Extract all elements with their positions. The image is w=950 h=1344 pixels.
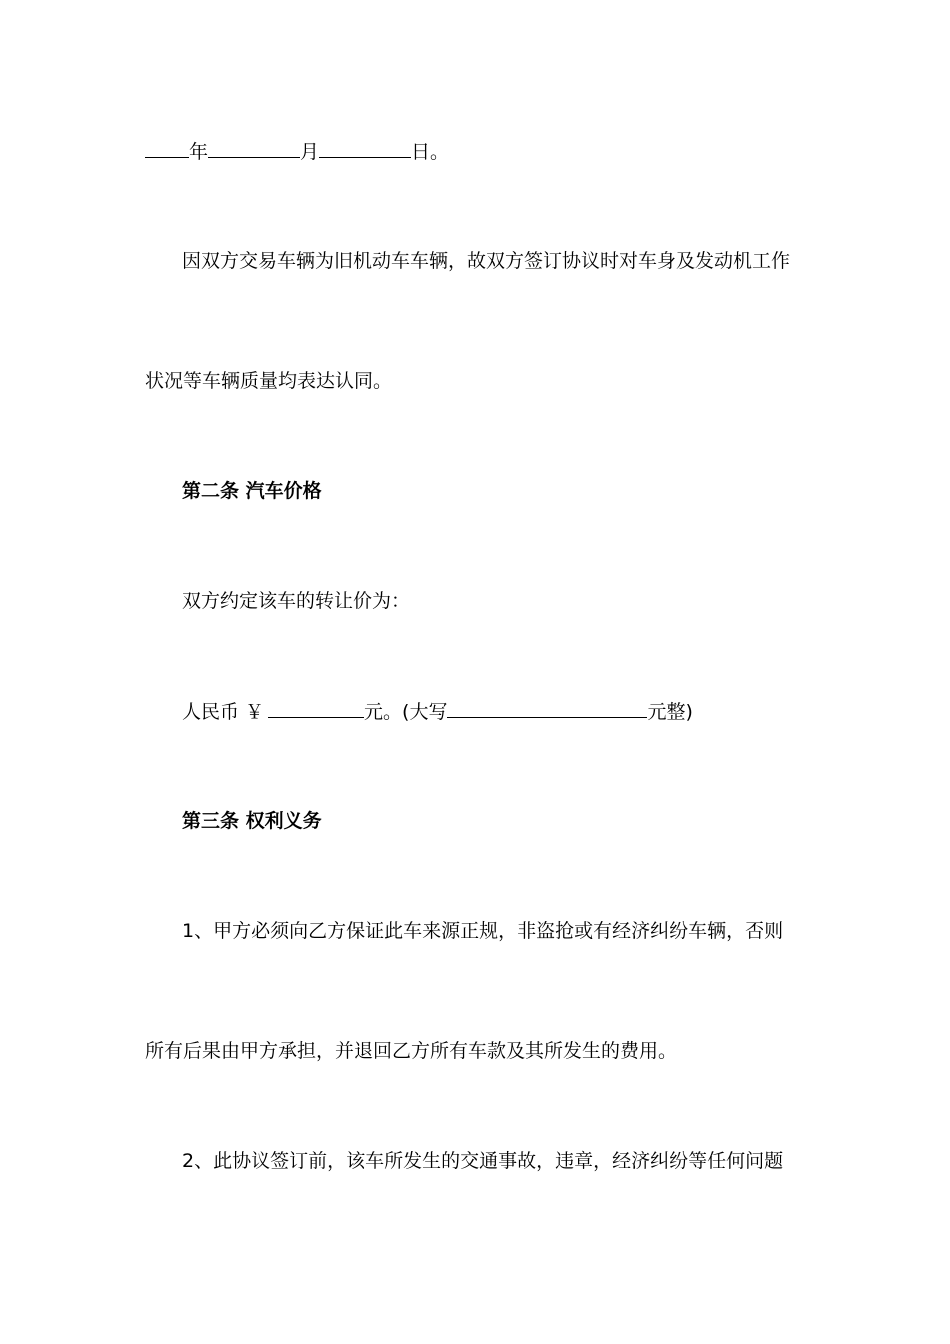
item-1-line-1: 1、甲方必须向乙方保证此车来源正规，非盗抢或有经济纠纷车辆，否则 (182, 920, 784, 942)
vehicle-condition-paragraph-line-2: 状况等车辆质量均表达认同。 (145, 370, 393, 392)
month-blank (208, 139, 300, 158)
price-suffix: 元整) (647, 701, 693, 723)
price-unit: 元。(大写 (364, 701, 448, 723)
item-2-line-1: 2、此协议签订前，该车所发生的交通事故，违章，经济纠纷等任何问题 (182, 1150, 784, 1172)
date-line (145, 139, 449, 163)
article-2-heading: 第二条 汽车价格 (182, 480, 322, 502)
vehicle-condition-paragraph-line-1: 因双方交易车辆为旧机动车车辆，故双方签订协议时对车身及发动机工作 (182, 250, 791, 272)
price-intro: 双方约定该车的转让价为： (182, 590, 411, 612)
day-label: 日。 (411, 141, 450, 163)
day-blank (319, 139, 411, 158)
month-label: 月 (300, 141, 320, 163)
price-capital-blank (447, 699, 647, 718)
price-amount-blank (268, 699, 364, 718)
price-line (182, 699, 693, 723)
year-blank (145, 139, 189, 158)
article-3-heading: 第三条 权利义务 (182, 810, 322, 832)
year-label: 年 (189, 141, 209, 163)
price-prefix: 人民币 ￥ (182, 701, 265, 723)
item-1-line-2: 所有后果由甲方承担，并退回乙方所有车款及其所发生的费用。 (145, 1040, 678, 1062)
